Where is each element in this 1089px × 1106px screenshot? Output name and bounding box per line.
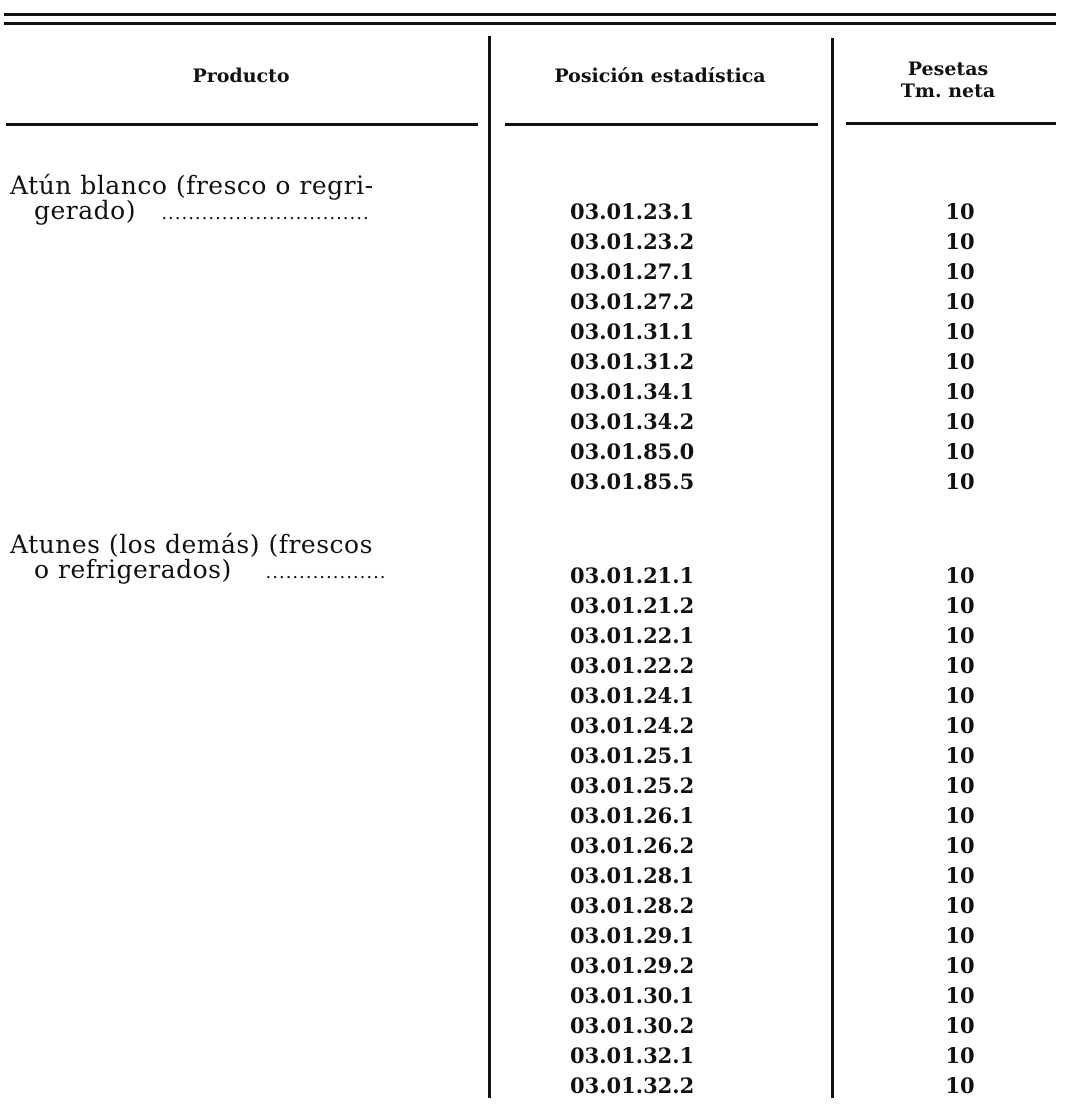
table-cell-pesetas: 10 xyxy=(945,863,975,888)
table-cell-position: 03.01.31.2 xyxy=(570,349,695,374)
table-cell-position: 03.01.25.2 xyxy=(570,773,695,798)
table-cell-pesetas: 10 xyxy=(945,893,975,918)
table-cell-position: 03.01.26.2 xyxy=(570,833,695,858)
table-cell-pesetas: 10 xyxy=(945,773,975,798)
product-line-1: Atunes (los demás) (frescos xyxy=(10,530,373,559)
table-cell-pesetas: 10 xyxy=(945,199,975,224)
top-rule-2 xyxy=(4,22,1056,25)
column-divider-2 xyxy=(831,38,834,1098)
header-pesetas xyxy=(843,58,1053,102)
group-1-values xyxy=(905,197,1015,497)
header-pesetas-line2: Tm. neta xyxy=(900,80,996,102)
table-cell-position: 03.01.23.1 xyxy=(570,199,695,224)
header-posicion-estadistica: Posición estadística xyxy=(554,65,766,87)
table-cell-position: 03.01.27.2 xyxy=(570,289,695,314)
header-underline-posicion xyxy=(505,123,818,126)
table-cell-position: 03.01.32.2 xyxy=(570,1073,695,1098)
table-cell-pesetas: 10 xyxy=(945,1013,975,1038)
table-cell-position: 03.01.24.1 xyxy=(570,683,695,708)
table-cell-position: 03.01.28.2 xyxy=(570,893,695,918)
table-cell-pesetas: 10 xyxy=(945,653,975,678)
table-cell-pesetas: 10 xyxy=(945,713,975,738)
table-cell-pesetas: 10 xyxy=(945,349,975,374)
table-cell-pesetas: 10 xyxy=(945,923,975,948)
table-cell-position: 03.01.30.1 xyxy=(570,983,695,1008)
table-cell-position: 03.01.22.2 xyxy=(570,653,695,678)
table-cell-position: 03.01.31.1 xyxy=(570,319,695,344)
column-divider-1 xyxy=(488,36,491,1098)
table-cell-pesetas: 10 xyxy=(945,439,975,464)
table-cell-position: 03.01.23.2 xyxy=(570,229,695,254)
header-producto: Producto xyxy=(192,65,290,87)
header-underline-producto xyxy=(6,123,478,126)
table-cell-position: 03.01.25.1 xyxy=(570,743,695,768)
dot-leader: ............................... xyxy=(161,203,370,224)
table-cell-pesetas: 10 xyxy=(945,289,975,314)
table-cell-pesetas: 10 xyxy=(945,229,975,254)
product-line-2: o refrigerados) .................. xyxy=(34,555,387,584)
table-cell-pesetas: 10 xyxy=(945,379,975,404)
table-cell-position: 03.01.29.1 xyxy=(570,923,695,948)
table-cell-position: 03.01.24.2 xyxy=(570,713,695,738)
table-cell-pesetas: 10 xyxy=(945,409,975,434)
table-cell-pesetas: 10 xyxy=(945,983,975,1008)
table-cell-position: 03.01.28.1 xyxy=(570,863,695,888)
table-cell-position: 03.01.22.1 xyxy=(570,623,695,648)
header-pesetas-line1: Pesetas xyxy=(907,58,989,80)
table-cell-pesetas: 10 xyxy=(945,259,975,284)
table-cell-position: 03.01.30.2 xyxy=(570,1013,695,1038)
product-label-atun-blanco xyxy=(10,173,480,226)
table-cell-pesetas: 10 xyxy=(945,743,975,768)
table-cell-pesetas: 10 xyxy=(945,593,975,618)
header-underline-pesetas xyxy=(846,122,1056,125)
table-cell-position: 03.01.21.1 xyxy=(570,563,695,588)
table-cell-position: 03.01.26.1 xyxy=(570,803,695,828)
product-label-atunes-los-demas xyxy=(10,532,480,585)
table-cell-position: 03.01.32.1 xyxy=(570,1043,695,1068)
table-cell-pesetas: 10 xyxy=(945,953,975,978)
dot-leader: .................. xyxy=(265,562,387,583)
product-line-1: Atún blanco (fresco o regri- xyxy=(10,171,374,200)
table-cell-position: 03.01.34.1 xyxy=(570,379,695,404)
table-cell-position: 03.01.34.2 xyxy=(570,409,695,434)
table-cell-pesetas: 10 xyxy=(945,469,975,494)
table-cell-pesetas: 10 xyxy=(945,563,975,588)
group-1-positions xyxy=(570,197,790,497)
top-rule-1 xyxy=(4,13,1056,16)
product-line-2: gerado) ............................... xyxy=(34,196,370,225)
table-cell-pesetas: 10 xyxy=(945,683,975,708)
table-cell-position: 03.01.85.5 xyxy=(570,469,695,494)
table-cell-position: 03.01.29.2 xyxy=(570,953,695,978)
table-cell-position: 03.01.85.0 xyxy=(570,439,695,464)
table-cell-pesetas: 10 xyxy=(945,1043,975,1068)
table-cell-pesetas: 10 xyxy=(945,833,975,858)
table-cell-pesetas: 10 xyxy=(945,623,975,648)
table-cell-position: 03.01.21.2 xyxy=(570,593,695,618)
group-2-positions xyxy=(570,561,790,1101)
table-cell-position: 03.01.27.1 xyxy=(570,259,695,284)
group-2-values xyxy=(905,561,1015,1101)
table-cell-pesetas: 10 xyxy=(945,319,975,344)
table-cell-pesetas: 10 xyxy=(945,803,975,828)
table-cell-pesetas: 10 xyxy=(945,1073,975,1098)
